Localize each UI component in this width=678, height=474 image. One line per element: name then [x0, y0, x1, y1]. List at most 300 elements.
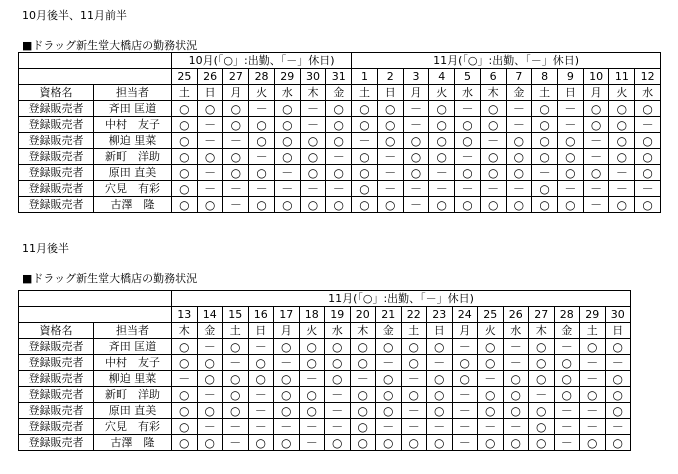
- attendance-cell: －: [403, 181, 429, 197]
- attendance-cell: －: [605, 355, 631, 371]
- qualification-cell: 登録販売者: [19, 435, 94, 451]
- attendance-cell: ○: [376, 403, 402, 419]
- weekday-cell: 金: [326, 85, 352, 101]
- attendance-cell: ○: [478, 403, 504, 419]
- day-number: 13: [172, 307, 198, 323]
- attendance-cell: －: [554, 339, 580, 355]
- section2-heading: 11月後半: [22, 242, 69, 255]
- attendance-cell: ○: [506, 165, 532, 181]
- corner-blank: [19, 307, 172, 323]
- weekday-cell: 金: [376, 323, 402, 339]
- attendance-cell: ○: [609, 117, 635, 133]
- day-number: 28: [554, 307, 580, 323]
- attendance-cell: ○: [172, 435, 198, 451]
- attendance-cell: ○: [529, 419, 555, 435]
- attendance-cell: ○: [249, 197, 275, 213]
- table-row: [19, 339, 631, 355]
- schedule-table-nov-late: [18, 290, 631, 451]
- attendance-cell: －: [583, 149, 609, 165]
- attendance-cell: －: [403, 197, 429, 213]
- attendance-cell: －: [583, 181, 609, 197]
- day-number: 30: [605, 307, 631, 323]
- day-number: 4: [429, 69, 455, 85]
- day-number: 6: [480, 69, 506, 85]
- weekday-cell: 土: [223, 323, 249, 339]
- attendance-cell: －: [223, 419, 249, 435]
- day-number: 3: [403, 69, 429, 85]
- attendance-cell: －: [350, 371, 376, 387]
- attendance-cell: ○: [274, 387, 300, 403]
- attendance-cell: －: [580, 355, 606, 371]
- attendance-cell: －: [248, 403, 274, 419]
- attendance-cell: －: [480, 181, 506, 197]
- attendance-cell: ○: [172, 117, 198, 133]
- day-number: 9: [558, 69, 584, 85]
- attendance-cell: ○: [635, 197, 661, 213]
- attendance-cell: ○: [480, 117, 506, 133]
- section1-store-title: ■ドラッグ新生堂大橋店の勤務状況: [22, 39, 198, 52]
- staff-name-cell: 穴見 有彩: [94, 419, 172, 435]
- attendance-cell: ○: [609, 133, 635, 149]
- attendance-cell: －: [299, 419, 325, 435]
- day-number: 26: [503, 307, 529, 323]
- attendance-cell: ○: [352, 197, 378, 213]
- attendance-cell: ○: [172, 339, 198, 355]
- attendance-cell: ○: [223, 403, 249, 419]
- attendance-cell: －: [455, 149, 481, 165]
- weekday-cell: 日: [377, 85, 403, 101]
- attendance-cell: －: [580, 403, 606, 419]
- attendance-cell: ○: [455, 133, 481, 149]
- weekday-cell: 木: [172, 323, 198, 339]
- attendance-cell: ○: [506, 133, 532, 149]
- table-row: [19, 435, 631, 451]
- attendance-cell: ○: [452, 371, 478, 387]
- day-number: 27: [223, 69, 249, 85]
- attendance-cell: －: [197, 339, 223, 355]
- day-number: 29: [274, 69, 300, 85]
- day-number: 26: [197, 69, 223, 85]
- attendance-cell: ○: [554, 355, 580, 371]
- attendance-cell: ○: [427, 435, 453, 451]
- qualification-cell: 登録販売者: [19, 149, 94, 165]
- attendance-cell: －: [478, 419, 504, 435]
- staff-name-cell: 柳迫 里菜: [94, 371, 172, 387]
- attendance-cell: ○: [248, 355, 274, 371]
- attendance-cell: ○: [376, 435, 402, 451]
- attendance-cell: －: [197, 133, 223, 149]
- attendance-cell: ○: [325, 371, 351, 387]
- attendance-cell: ○: [350, 387, 376, 403]
- attendance-cell: －: [580, 371, 606, 387]
- day-number: 10: [583, 69, 609, 85]
- attendance-cell: ○: [325, 355, 351, 371]
- attendance-cell: ○: [506, 197, 532, 213]
- attendance-cell: ○: [609, 149, 635, 165]
- day-number: 2: [377, 69, 403, 85]
- attendance-cell: ○: [429, 197, 455, 213]
- weekday-cell: 木: [350, 323, 376, 339]
- attendance-cell: －: [299, 435, 325, 451]
- attendance-cell: ○: [172, 181, 198, 197]
- attendance-cell: ○: [401, 435, 427, 451]
- attendance-cell: ○: [350, 419, 376, 435]
- qualification-cell: 登録販売者: [19, 387, 94, 403]
- corner-blank: [19, 69, 172, 85]
- qualification-header: 資格名: [19, 85, 94, 101]
- weekday-cell: 火: [249, 85, 275, 101]
- day-number: 31: [326, 69, 352, 85]
- attendance-cell: ○: [580, 387, 606, 403]
- table-row: [19, 371, 631, 387]
- attendance-cell: －: [274, 355, 300, 371]
- attendance-cell: －: [558, 181, 584, 197]
- attendance-cell: ○: [605, 403, 631, 419]
- attendance-cell: ○: [172, 133, 198, 149]
- section1-heading: 10月後半、11月前半: [22, 9, 127, 22]
- day-number: 18: [299, 307, 325, 323]
- attendance-cell: ○: [274, 101, 300, 117]
- staff-name-cell: 古澤 隆: [94, 435, 172, 451]
- day-number: 23: [427, 307, 453, 323]
- staff-name-cell: 原田 直美: [94, 403, 172, 419]
- attendance-cell: ○: [197, 435, 223, 451]
- qualification-cell: 登録販売者: [19, 419, 94, 435]
- attendance-cell: －: [377, 149, 403, 165]
- staff-name-cell: 穴見 有彩: [94, 181, 172, 197]
- attendance-cell: －: [249, 181, 275, 197]
- attendance-cell: －: [635, 181, 661, 197]
- staff-name-cell: 斉田 匡道: [94, 101, 172, 117]
- attendance-cell: ○: [403, 133, 429, 149]
- qualification-cell: 登録販売者: [19, 117, 94, 133]
- weekday-cell: 土: [172, 85, 198, 101]
- attendance-cell: ○: [172, 165, 198, 181]
- attendance-cell: －: [429, 165, 455, 181]
- month-group-header: 10月(「○」:出勤、「－」休日): [172, 53, 352, 69]
- attendance-cell: ○: [197, 149, 223, 165]
- attendance-cell: －: [401, 371, 427, 387]
- attendance-cell: －: [503, 355, 529, 371]
- day-number: 28: [249, 69, 275, 85]
- table-row: [19, 355, 631, 371]
- qualification-cell: 登録販売者: [19, 181, 94, 197]
- day-number: 14: [197, 307, 223, 323]
- attendance-cell: ○: [580, 339, 606, 355]
- attendance-cell: ○: [532, 149, 558, 165]
- weekday-cell: 金: [506, 85, 532, 101]
- table-row: [19, 165, 661, 181]
- weekday-cell: 水: [455, 85, 481, 101]
- attendance-cell: ○: [350, 355, 376, 371]
- weekday-cell: 土: [580, 323, 606, 339]
- attendance-cell: －: [197, 165, 223, 181]
- attendance-cell: ○: [503, 435, 529, 451]
- attendance-cell: ○: [352, 117, 378, 133]
- attendance-cell: ○: [480, 149, 506, 165]
- attendance-cell: －: [197, 117, 223, 133]
- weekday-cell: 日: [605, 323, 631, 339]
- attendance-cell: ○: [197, 371, 223, 387]
- attendance-cell: ○: [554, 387, 580, 403]
- attendance-cell: ○: [326, 117, 352, 133]
- corner-blank: [19, 291, 172, 307]
- attendance-cell: ○: [274, 339, 300, 355]
- attendance-cell: ○: [478, 435, 504, 451]
- attendance-cell: ○: [506, 149, 532, 165]
- attendance-cell: ○: [583, 165, 609, 181]
- attendance-cell: －: [554, 435, 580, 451]
- attendance-cell: ○: [605, 371, 631, 387]
- attendance-cell: －: [249, 101, 275, 117]
- attendance-cell: ○: [299, 339, 325, 355]
- weekday-cell: 水: [635, 85, 661, 101]
- attendance-cell: ○: [635, 165, 661, 181]
- attendance-cell: －: [300, 101, 326, 117]
- attendance-cell: ○: [554, 371, 580, 387]
- attendance-cell: －: [580, 419, 606, 435]
- weekday-cell: 月: [274, 323, 300, 339]
- day-number: 22: [401, 307, 427, 323]
- attendance-cell: ○: [427, 339, 453, 355]
- attendance-cell: ○: [455, 197, 481, 213]
- attendance-cell: ○: [532, 117, 558, 133]
- attendance-cell: －: [506, 101, 532, 117]
- attendance-cell: ○: [583, 101, 609, 117]
- attendance-cell: －: [223, 133, 249, 149]
- attendance-cell: －: [506, 117, 532, 133]
- weekday-cell: 水: [325, 323, 351, 339]
- attendance-cell: －: [452, 387, 478, 403]
- qualification-cell: 登録販売者: [19, 371, 94, 387]
- day-number: 25: [478, 307, 504, 323]
- attendance-cell: ○: [299, 355, 325, 371]
- weekday-cell: 火: [429, 85, 455, 101]
- attendance-cell: ○: [558, 149, 584, 165]
- weekday-cell: 木: [529, 323, 555, 339]
- day-number: 16: [248, 307, 274, 323]
- attendance-cell: ○: [197, 101, 223, 117]
- day-number: 20: [350, 307, 376, 323]
- attendance-cell: －: [376, 419, 402, 435]
- attendance-cell: －: [401, 419, 427, 435]
- attendance-cell: －: [274, 419, 300, 435]
- attendance-cell: －: [248, 387, 274, 403]
- attendance-cell: －: [583, 197, 609, 213]
- attendance-cell: －: [558, 117, 584, 133]
- month-group-header: 11月(「○」:出勤、「－」休日): [352, 53, 661, 69]
- attendance-cell: ○: [478, 387, 504, 403]
- attendance-cell: ○: [609, 197, 635, 213]
- day-number: 7: [506, 69, 532, 85]
- weekday-cell: 火: [478, 323, 504, 339]
- weekday-cell: 木: [300, 85, 326, 101]
- attendance-cell: ○: [478, 355, 504, 371]
- attendance-cell: －: [223, 435, 249, 451]
- attendance-cell: －: [300, 181, 326, 197]
- attendance-cell: －: [455, 181, 481, 197]
- attendance-cell: ○: [300, 149, 326, 165]
- attendance-cell: ○: [583, 117, 609, 133]
- attendance-cell: ○: [558, 197, 584, 213]
- attendance-cell: ○: [605, 387, 631, 403]
- weekday-cell: 月: [583, 85, 609, 101]
- attendance-cell: ○: [503, 403, 529, 419]
- attendance-cell: －: [506, 181, 532, 197]
- attendance-cell: ○: [300, 165, 326, 181]
- day-number: 5: [455, 69, 481, 85]
- attendance-cell: ○: [377, 117, 403, 133]
- attendance-cell: ○: [558, 165, 584, 181]
- qualification-cell: 登録販売者: [19, 197, 94, 213]
- attendance-cell: ○: [299, 403, 325, 419]
- attendance-cell: ○: [376, 339, 402, 355]
- weekday-cell: 土: [352, 85, 378, 101]
- attendance-cell: ○: [452, 355, 478, 371]
- attendance-cell: －: [274, 165, 300, 181]
- attendance-cell: ○: [401, 339, 427, 355]
- qualification-cell: 登録販売者: [19, 165, 94, 181]
- qualification-cell: 登録販売者: [19, 101, 94, 117]
- attendance-cell: －: [558, 101, 584, 117]
- staff-header: 担当者: [94, 85, 172, 101]
- attendance-cell: ○: [503, 371, 529, 387]
- attendance-cell: ○: [326, 133, 352, 149]
- attendance-cell: ○: [325, 435, 351, 451]
- attendance-cell: －: [377, 181, 403, 197]
- staff-name-cell: 新町 洋助: [94, 149, 172, 165]
- attendance-cell: －: [455, 101, 481, 117]
- attendance-cell: ○: [350, 403, 376, 419]
- weekday-cell: 日: [427, 323, 453, 339]
- staff-name-cell: 中村 友子: [94, 117, 172, 133]
- staff-name-cell: 中村 友子: [94, 355, 172, 371]
- day-number: 19: [325, 307, 351, 323]
- attendance-cell: ○: [503, 387, 529, 403]
- day-number: 11: [609, 69, 635, 85]
- staff-name-cell: 柳迫 里菜: [94, 133, 172, 149]
- attendance-cell: ○: [325, 339, 351, 355]
- schedule-table-oct-nov: [18, 52, 661, 213]
- attendance-cell: ○: [480, 101, 506, 117]
- day-number: 21: [376, 307, 402, 323]
- attendance-cell: ○: [249, 117, 275, 133]
- weekday-cell: 火: [299, 323, 325, 339]
- attendance-cell: ○: [376, 371, 402, 387]
- attendance-cell: ○: [223, 387, 249, 403]
- attendance-cell: ○: [377, 133, 403, 149]
- attendance-cell: －: [452, 339, 478, 355]
- attendance-cell: ○: [403, 149, 429, 165]
- attendance-cell: －: [325, 403, 351, 419]
- attendance-cell: －: [605, 419, 631, 435]
- attendance-cell: ○: [300, 197, 326, 213]
- attendance-cell: －: [403, 101, 429, 117]
- weekday-cell: 日: [248, 323, 274, 339]
- attendance-cell: －: [376, 355, 402, 371]
- staff-name-cell: 新町 洋助: [94, 387, 172, 403]
- weekday-cell: 月: [452, 323, 478, 339]
- attendance-cell: －: [223, 181, 249, 197]
- attendance-cell: ○: [249, 165, 275, 181]
- attendance-cell: ○: [429, 117, 455, 133]
- attendance-cell: ○: [529, 371, 555, 387]
- table-row: [19, 149, 661, 165]
- day-number: 30: [300, 69, 326, 85]
- attendance-cell: ○: [427, 371, 453, 387]
- attendance-cell: ○: [429, 101, 455, 117]
- attendance-cell: ○: [249, 133, 275, 149]
- attendance-cell: －: [197, 419, 223, 435]
- attendance-cell: ○: [223, 371, 249, 387]
- weekday-cell: 日: [197, 85, 223, 101]
- attendance-cell: ○: [326, 101, 352, 117]
- day-number: 17: [274, 307, 300, 323]
- weekday-cell: 金: [554, 323, 580, 339]
- attendance-cell: ○: [350, 435, 376, 451]
- attendance-cell: －: [480, 133, 506, 149]
- day-number: 12: [635, 69, 661, 85]
- attendance-cell: ○: [274, 403, 300, 419]
- attendance-cell: ○: [223, 149, 249, 165]
- attendance-cell: ○: [529, 403, 555, 419]
- attendance-cell: ○: [274, 133, 300, 149]
- weekday-cell: 火: [609, 85, 635, 101]
- section2-store-title: ■ドラッグ新生堂大橋店の勤務状況: [22, 272, 198, 285]
- attendance-cell: －: [325, 419, 351, 435]
- attendance-cell: ○: [172, 149, 198, 165]
- table-row: [19, 133, 661, 149]
- day-number: 1: [352, 69, 378, 85]
- weekday-cell: 金: [197, 323, 223, 339]
- attendance-cell: ○: [352, 149, 378, 165]
- day-number: 29: [580, 307, 606, 323]
- attendance-cell: －: [403, 117, 429, 133]
- attendance-cell: ○: [532, 181, 558, 197]
- attendance-cell: ○: [635, 133, 661, 149]
- attendance-cell: ○: [605, 339, 631, 355]
- attendance-cell: ○: [274, 197, 300, 213]
- attendance-cell: ○: [429, 149, 455, 165]
- attendance-cell: ○: [172, 403, 198, 419]
- attendance-cell: －: [197, 387, 223, 403]
- attendance-cell: －: [478, 371, 504, 387]
- attendance-cell: －: [249, 149, 275, 165]
- attendance-cell: －: [452, 403, 478, 419]
- attendance-cell: ○: [532, 133, 558, 149]
- attendance-cell: ○: [326, 165, 352, 181]
- table-row: [19, 403, 631, 419]
- attendance-cell: －: [532, 165, 558, 181]
- attendance-cell: ○: [427, 387, 453, 403]
- attendance-cell: ○: [529, 435, 555, 451]
- attendance-cell: ○: [172, 101, 198, 117]
- attendance-cell: ○: [480, 165, 506, 181]
- corner-blank: [19, 53, 172, 69]
- attendance-cell: －: [377, 165, 403, 181]
- attendance-cell: ○: [377, 101, 403, 117]
- qualification-header: 資格名: [19, 323, 94, 339]
- attendance-cell: －: [554, 419, 580, 435]
- attendance-cell: －: [427, 419, 453, 435]
- attendance-cell: －: [325, 387, 351, 403]
- attendance-cell: ○: [172, 355, 198, 371]
- attendance-cell: ○: [248, 371, 274, 387]
- staff-name-cell: 斉田 匡道: [94, 339, 172, 355]
- day-number: 27: [529, 307, 555, 323]
- attendance-cell: －: [300, 117, 326, 133]
- staff-name-cell: 古澤 隆: [94, 197, 172, 213]
